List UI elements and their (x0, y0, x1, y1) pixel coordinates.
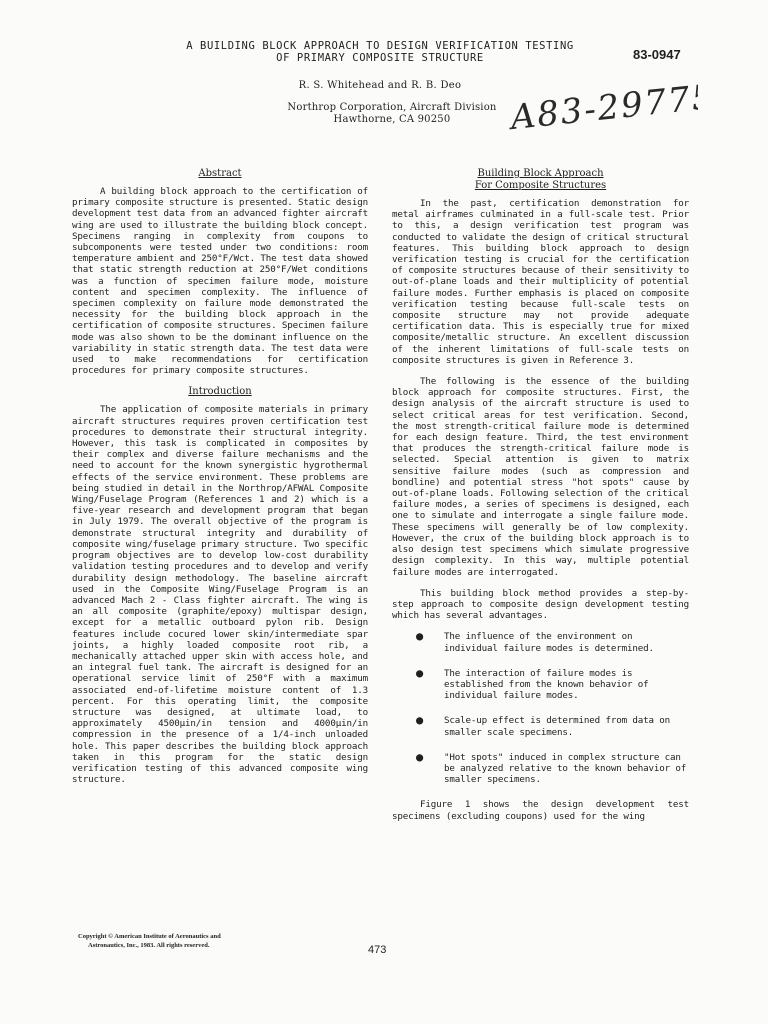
handwritten-accession-number (508, 76, 698, 136)
introduction-paragraph: The application of composite materials in primary aircraft structures requires proven certification test procedures to demonstrate their structural integrity. However, this task is complicated in composites by their complex and diverse failure mechanisms and the need to account for the known synergistic hygrothermal effects of the service environment. These problems are being studied in detail in the Northrop/AFWAL Composite Wing/Fuselage Program (References 1 and 2) which is a five-year research and development program that began in July 1979. The overall objective of the program is demonstrate structural integrity and durability of composite wing/fuselage primary structure. Two specific program objectives are to develop low-cost durability validation testing procedures and to develop and verify durability design methodology. The baseline aircraft used in the Composite Wing/Fuselage Program is an advanced Mach 2 - Class fighter aircraft. The wing is an all composite (graphite/epoxy) multispar design, except for a metallic outboard pylon rib. Design features include cocured lower skin/intermediate spar joints, a highly loaded composite root rib, a mechanically attached upper skin with access hole, and an integral fuel tank. The aircraft is designed for an operational service limit of 250°F with a maximum associated end-of-lifetime moisture content of 1.3 percent. For this operating limit, the composite structure was designed, at ultimate load, to approximately 4500µin/in tension and 4000µin/in compression in the presence of a 1/4-inch unloaded hole. This paper describes the building block approach taken in this program for the static design verification testing of this advanced composite wing structure. (72, 404, 368, 786)
advantages-list (392, 631, 689, 785)
affiliation-line-2: Hawthorne, CA 90250 (333, 114, 451, 125)
building-block-paragraph-1: In the past, certification demonstration for metal airframes culminated in a full-scale test. Prior to this, a design verification test program was conducted to validate the design of critical structural features. This building block approach to design verification testing is crucial for the certification of composite structures because of their sensitivity to out-of-plane loads and their multiplicity of potential failure modes. Further emphasis is placed on composite verification testing because full-scale tests on composite structure may not provide adequate certification data. This is especially true for mixed composite/metallic structure. An excellent discussion of the inherent limitations of full-scale tests on composite structures is given in Reference 3. (392, 198, 689, 366)
handwritten-accession-svg (508, 76, 698, 136)
affiliation-line-1: Northrop Corporation, Aircraft Division (287, 102, 497, 113)
introduction-heading: Introduction (188, 386, 252, 398)
abstract-heading: Abstract (198, 168, 242, 179)
list-item: ● "Hot spots" induced in complex structure can be analyzed relative to the known behavior of smaller specimens. (416, 749, 687, 786)
bullet-icon: ● (416, 665, 424, 680)
building-block-paragraph-2: The following is the essence of the building block approach for composite structures. First, the design analysis of the aircraft structure is used to select critical areas for test verification. Second, the most strength-critical failure mode is determined for each design feature. Third, the test environment that produces the strength-critical failure mode is selected. Special attention is given to matrix sensitive failure modes (such as compression and bondline) and potential stress "hot spots" cause by out-of-plane loads. Following selection of the critical failure modes, a series of specimens is designed, each one to simulate and interrogate a single failure mode. These specimens will generally be of low complexity. However, the crux of the building block approach is to also design test specimens which simulate progressive design complexity. In this way, multiple potential failure modes are interrogated. (392, 376, 689, 578)
abstract-paragraph: A building block approach to the certification of primary composite structure is presented. Static design development test data from an advanced fighter aircraft wing are used to illustrate the building block concept. Specimens ranging in complexity from coupons to subcomponents were tested under two conditions: room temperature ambient and 250°F/Wct. The test data showed that static strength reduction at 250°F/Wet conditions was a function of specimen failure mode, moisture content and specimen complexity. The influence of specimen complexity on failure mode demonstrated the necessity for the building block approach in the certification of composite structures. Specimen failure mode was also shown to be the dominant influence on the variability in static strength data. The test data were used to make recommendations for certification procedures for primary composite structures. (72, 186, 368, 377)
building-block-paragraph-3: This building block method provides a step-by-step approach to composite design development testing which has several advantages. (392, 587, 689, 622)
title-line-2: OF PRIMARY COMPOSITE STRUCTURE (276, 52, 484, 64)
list-item: ● The interaction of failure modes is established from the known behavior of individual failure modes. (416, 665, 649, 702)
title-line-1: A BUILDING BLOCK APPROACH TO DESIGN VERIFICATION TESTING (186, 40, 574, 52)
building-block-heading: Building Block Approach For Composite Structures (474, 168, 607, 191)
affiliation (262, 102, 522, 126)
bullet-icon: ● (416, 713, 424, 728)
copyright-notice: Copyright © American Institute of Aeronautics and Astronautics, Inc., 1983. All rights reserved. (78, 933, 221, 949)
paper-title (160, 40, 600, 64)
bullet-icon: ● (416, 629, 424, 644)
page-number: 473 (368, 944, 387, 956)
left-column (72, 168, 368, 795)
list-item: ● Scale-up effect is determined from data on smaller scale specimens. (416, 713, 671, 738)
bullet-icon: ● (416, 749, 424, 764)
list-item: ● The influence of the environment on individual failure modes is determined. (416, 629, 654, 654)
building-block-paragraph-4: Figure 1 shows the design development test specimens (excluding coupons) used for the wing (392, 799, 689, 822)
paper-number: 83-0947 (633, 47, 681, 62)
accession-text: A83-29775 (508, 76, 698, 136)
right-column (392, 168, 689, 832)
authors: R. S. Whitehead and R. B. Deo (298, 80, 462, 91)
